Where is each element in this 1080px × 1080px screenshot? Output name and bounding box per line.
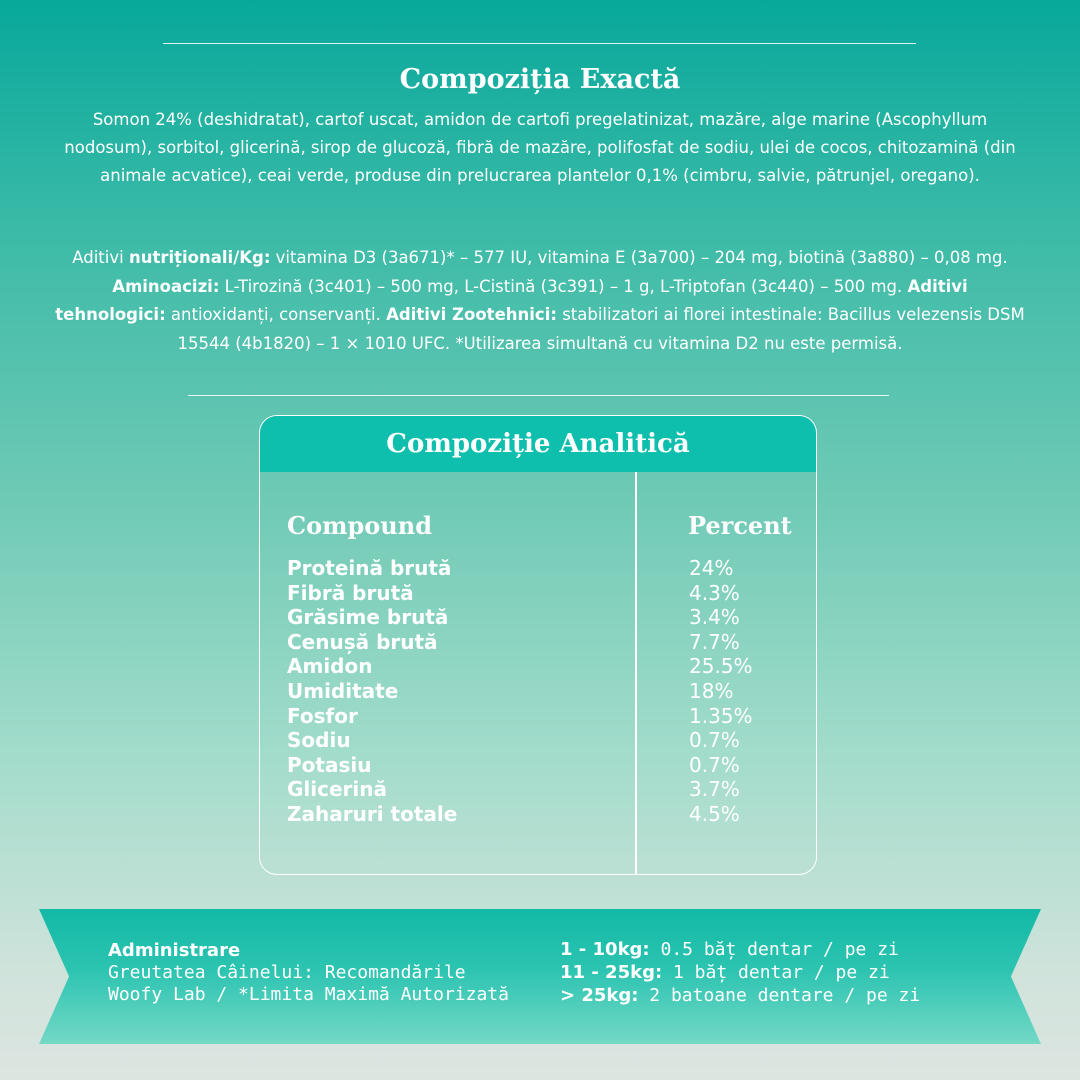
compound-name: Grăsime brută xyxy=(287,605,449,630)
compound-percent: 3.4% xyxy=(689,605,740,630)
dose-amount: 2 batoane dentare / pe zi xyxy=(638,985,921,1006)
compound-percent: 25.5% xyxy=(689,654,753,679)
nutritional-label: nutriționali/Kg: xyxy=(128,248,271,267)
zoo-text: stabilizatori ai florei intestinale: Bacillus velezensis DSM 15544 (4b1820) – 1 × 1010 UFC. *Utilizarea simultană cu vitamina D2 nu este permisă. xyxy=(177,305,1025,353)
compound-name: Zaharuri totale xyxy=(287,801,458,826)
dose-weight: 1 - 10kg: xyxy=(560,939,650,960)
administration-title: Administrare xyxy=(108,940,241,961)
administration-info xyxy=(108,940,509,1006)
dose-row xyxy=(560,938,920,961)
compound-name: Umiditate xyxy=(287,678,399,703)
dose-weight: > 25kg: xyxy=(560,985,639,1006)
middle-divider xyxy=(188,395,889,396)
compound-percent: 0.7% xyxy=(689,752,740,777)
dose-row xyxy=(560,961,920,984)
dose-amount: 0.5 băț dentar / pe zi xyxy=(649,939,899,960)
exact-composition-title: Compoziția Exactă xyxy=(399,64,681,95)
amino-text: L-Tirozină (3c401) – 500 mg, L-Cistină (3c391) – 1 g, L-Triptofan (3c440) – 500 mg. xyxy=(219,276,908,296)
compound-list xyxy=(287,556,457,827)
ingredients-text: Somon 24% (deshidratat), cartof uscat, amidon de cartofi pregelatinizat, mazăre, alge marine (Ascophyllum nodosum), sorbitol, glicerină, sirop de glucoză, fibră de mazăre, polifosfat de sodiu, ulei de cocos, chitozamină (din animale acvatice), ceai verde, produse din prelucrarea plantelor 0,1% (cimbru, salvie, pătrunjel, oregano). xyxy=(64,110,1016,185)
compound-name: Sodiu xyxy=(287,728,351,753)
compound-percent: 4.3% xyxy=(689,580,740,605)
compound-percent: 3.7% xyxy=(689,777,740,802)
column-divider xyxy=(635,472,637,874)
compound-percent: 7.7% xyxy=(689,629,740,654)
dose-amount: 1 băț dentar / pe zi xyxy=(662,962,890,983)
compound-name: Proteină brută xyxy=(287,556,452,580)
compound-column-header: Compound xyxy=(287,511,432,540)
compound-name: Cenușă brută xyxy=(287,629,438,654)
dosage-list xyxy=(560,938,920,1007)
tech-label: Aditivi tehnologici: xyxy=(55,276,968,324)
percent-list xyxy=(689,556,753,827)
zoo-label: Aditivi Zootehnici: xyxy=(386,305,557,324)
compound-name: Amidon xyxy=(287,654,373,679)
dose-row xyxy=(560,984,920,1007)
compound-name: Fosfor xyxy=(287,703,358,728)
percent-column-header: Percent xyxy=(688,511,792,540)
nutritional-text: vitamina D3 (3a671)* – 577 IU, vitamina E (3a700) – 204 mg, biotină (3a880) – 0,08 mg. xyxy=(270,248,1008,267)
compound-name: Fibră brută xyxy=(287,580,414,605)
additives-prefix: Aditivi xyxy=(72,248,129,267)
compound-name: Potasiu xyxy=(287,752,372,777)
analytical-title: Compoziție Analitică xyxy=(260,416,816,472)
top-divider xyxy=(163,43,916,44)
administration-line-2: Woofy Lab / *Limita Maximă Autorizată xyxy=(108,984,509,1005)
analytical-table xyxy=(259,415,817,875)
administration-line-1: Greutatea Câinelui: Recomandările xyxy=(108,962,466,983)
compound-name: Glicerină xyxy=(287,777,387,802)
amino-label: Aminoacizi: xyxy=(112,276,220,296)
dose-weight: 11 - 25kg: xyxy=(560,962,663,983)
compound-percent: 24% xyxy=(689,556,734,580)
additives-text xyxy=(55,244,1025,358)
compound-percent: 0.7% xyxy=(689,728,740,753)
compound-percent: 18% xyxy=(689,678,734,703)
compound-percent: 4.5% xyxy=(689,801,740,826)
compound-percent: 1.35% xyxy=(689,703,753,728)
tech-text: antioxidanți, conservanți. xyxy=(165,305,387,324)
